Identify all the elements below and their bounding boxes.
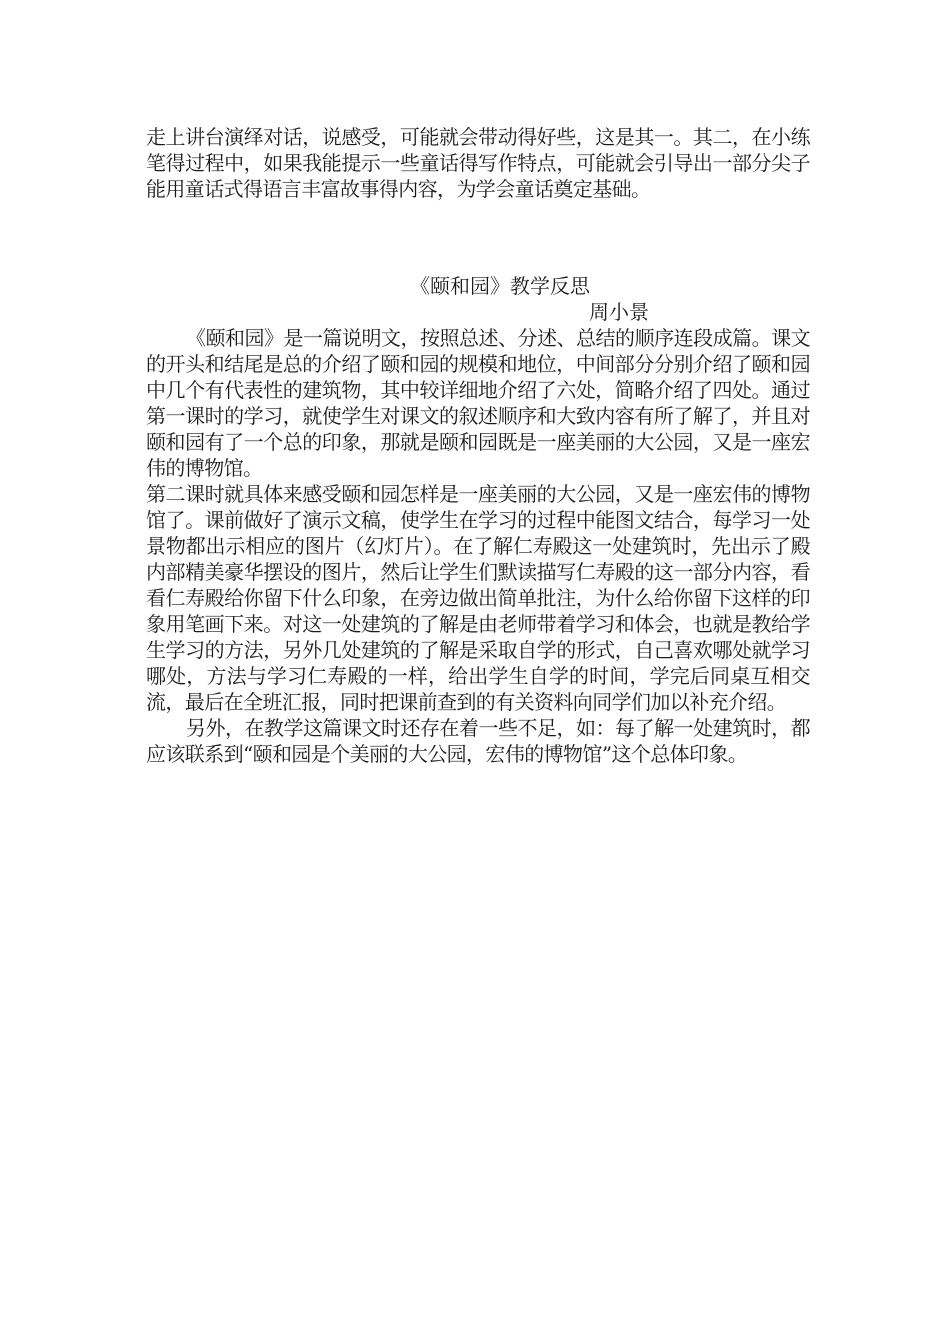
document-intro-block	[146, 124, 810, 202]
body-paragraph-2: 第二课时就具体来感受颐和园怎样是一座美丽的大公园，又是一座宏伟的博物馆了。课前做好了演示文稿，使学生在学习的过程中能图文结合，每学习一处景物都出示相应的图片（幻灯片）。在了解仁寿殿这一处建筑时，先出示了殿内部精美豪华摆设的图片，然后让学生们默读描写仁寿殿的这一部分内容，看看仁寿殿给你留下什么印象，在旁边做出简单批注，为什么给你留下这样的印象用笔画下来。对这一处建筑的了解是由老师带着学习和体会，也就是教给学生学习的方法，另外几处建筑的了解是采取自学的形式，自己喜欢哪处就学习哪处，方法与学习仁寿殿的一样，给出学生自学的时间，学完后同桌互相交流，最后在全班汇报，同时把课前查到的有关资料向同学们加以补充介绍。	[146, 482, 810, 714]
body-paragraph-1: 《颐和园》是一篇说明文，按照总述、分述、总结的顺序连段成篇。课文的开头和结尾是总的介绍了颐和园的规模和地位，中间部分分别介绍了颐和园中几个有代表性的建筑物，其中较详细地介绍了六处，简略介绍了四处。通过第一课时的学习，就使学生对课文的叙述顺序和大致内容有所了解了，并且对颐和园有了一个总的印象，那就是颐和园既是一座美丽的大公园，又是一座宏伟的博物馆。	[146, 326, 810, 480]
document-title: 《颐和园》教学反思	[410, 274, 590, 298]
document-author: 周小景	[589, 300, 649, 324]
intro-paragraph: 走上讲台演绎对话，说感受，可能就会带动得好些，这是其一。其二，在小练笔得过程中，如果我能提示一些童话得写作特点，可能就会引导出一部分尖子能用童话式得语言丰富故事得内容，为学会童话奠定基础。	[146, 125, 810, 201]
document-body	[146, 325, 810, 767]
body-paragraph-3: 另外，在教学这篇课文时还存在着一些不足，如：每了解一处建筑时，都应该联系到“颐和园是个美丽的大公园，宏伟的博物馆”这个总体印象。	[146, 716, 810, 766]
